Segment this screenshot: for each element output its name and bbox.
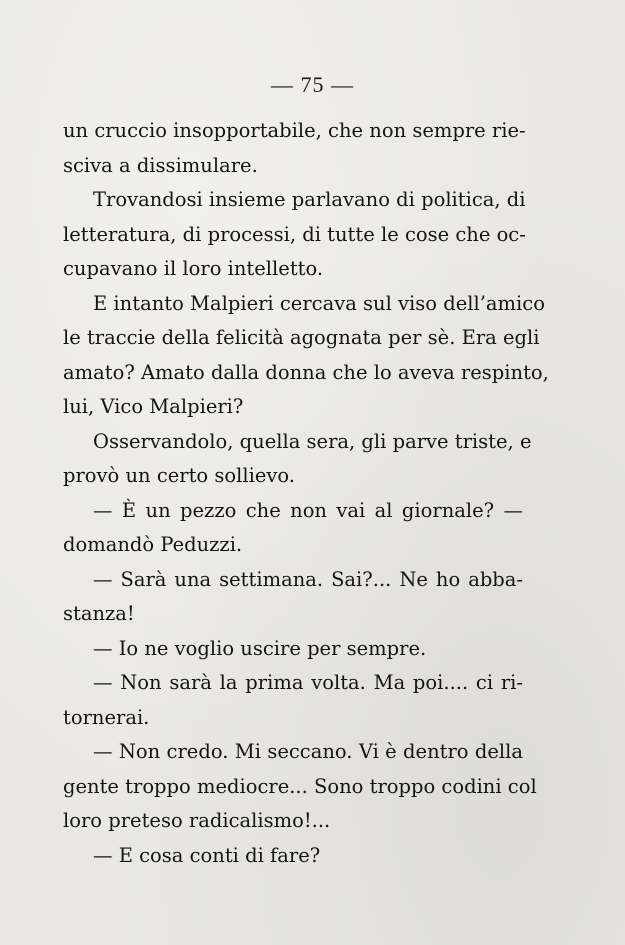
text-line: — Io ne voglio uscire per sempre. [93,636,427,660]
text-line: lui, Vico Malpieri? [63,395,244,418]
text-line: sciva a dissimulare. [63,153,258,177]
paragraph [63,666,523,735]
paragraph [63,735,537,839]
paragraph [63,114,526,183]
text-line: un cruccio insopportabile, che non sempre rie- [63,119,526,142]
paragraph [63,494,523,563]
text-line: loro preteso radicalismo!... [63,809,331,832]
body-text [63,114,549,873]
paragraph [63,425,532,494]
text-line: Osservandolo, quella sera, gli parve triste, e [93,429,532,453]
text-line: — È un pezzo che non vai al giornale? — [93,498,523,522]
text-line: E intanto Malpieri cercava sul viso dell’amico [93,291,545,315]
text-line: gente troppo mediocre... Sono troppo codini col [63,774,537,798]
text-line: — Sarà una settimana. Sai?... Ne ho abba- [93,567,523,591]
text-line: — Non credo. Mi seccano. Vi è dentro della [93,740,523,763]
text-line: stanza! [63,602,135,625]
text-line: provò un certo sollievo. [63,464,295,487]
text-line: cupavano il loro intelletto. [63,257,324,280]
text-line: — Non sarà la prima volta. Ma poi.... ci ri- [93,671,523,694]
paragraph [63,632,523,667]
paragraph [63,839,523,874]
text-line: tornerai. [63,705,150,729]
page-number: — 75 — [271,72,354,97]
text-line: — E cosa conti di fare? [93,843,321,867]
text-line: le traccie della felicità agognata per sè. Era egli [63,326,540,349]
text-line: domandò Peduzzi. [63,533,243,556]
text-line: Trovandosi insieme parlavano di politica, di [93,188,526,211]
paragraph [63,183,526,287]
text-line: amato? Amato dalla donna che lo aveva respinto, [63,360,549,384]
paragraph [63,287,549,425]
text-line: letteratura, di processi, di tutte le cose che oc- [63,222,526,246]
paragraph [63,563,523,632]
